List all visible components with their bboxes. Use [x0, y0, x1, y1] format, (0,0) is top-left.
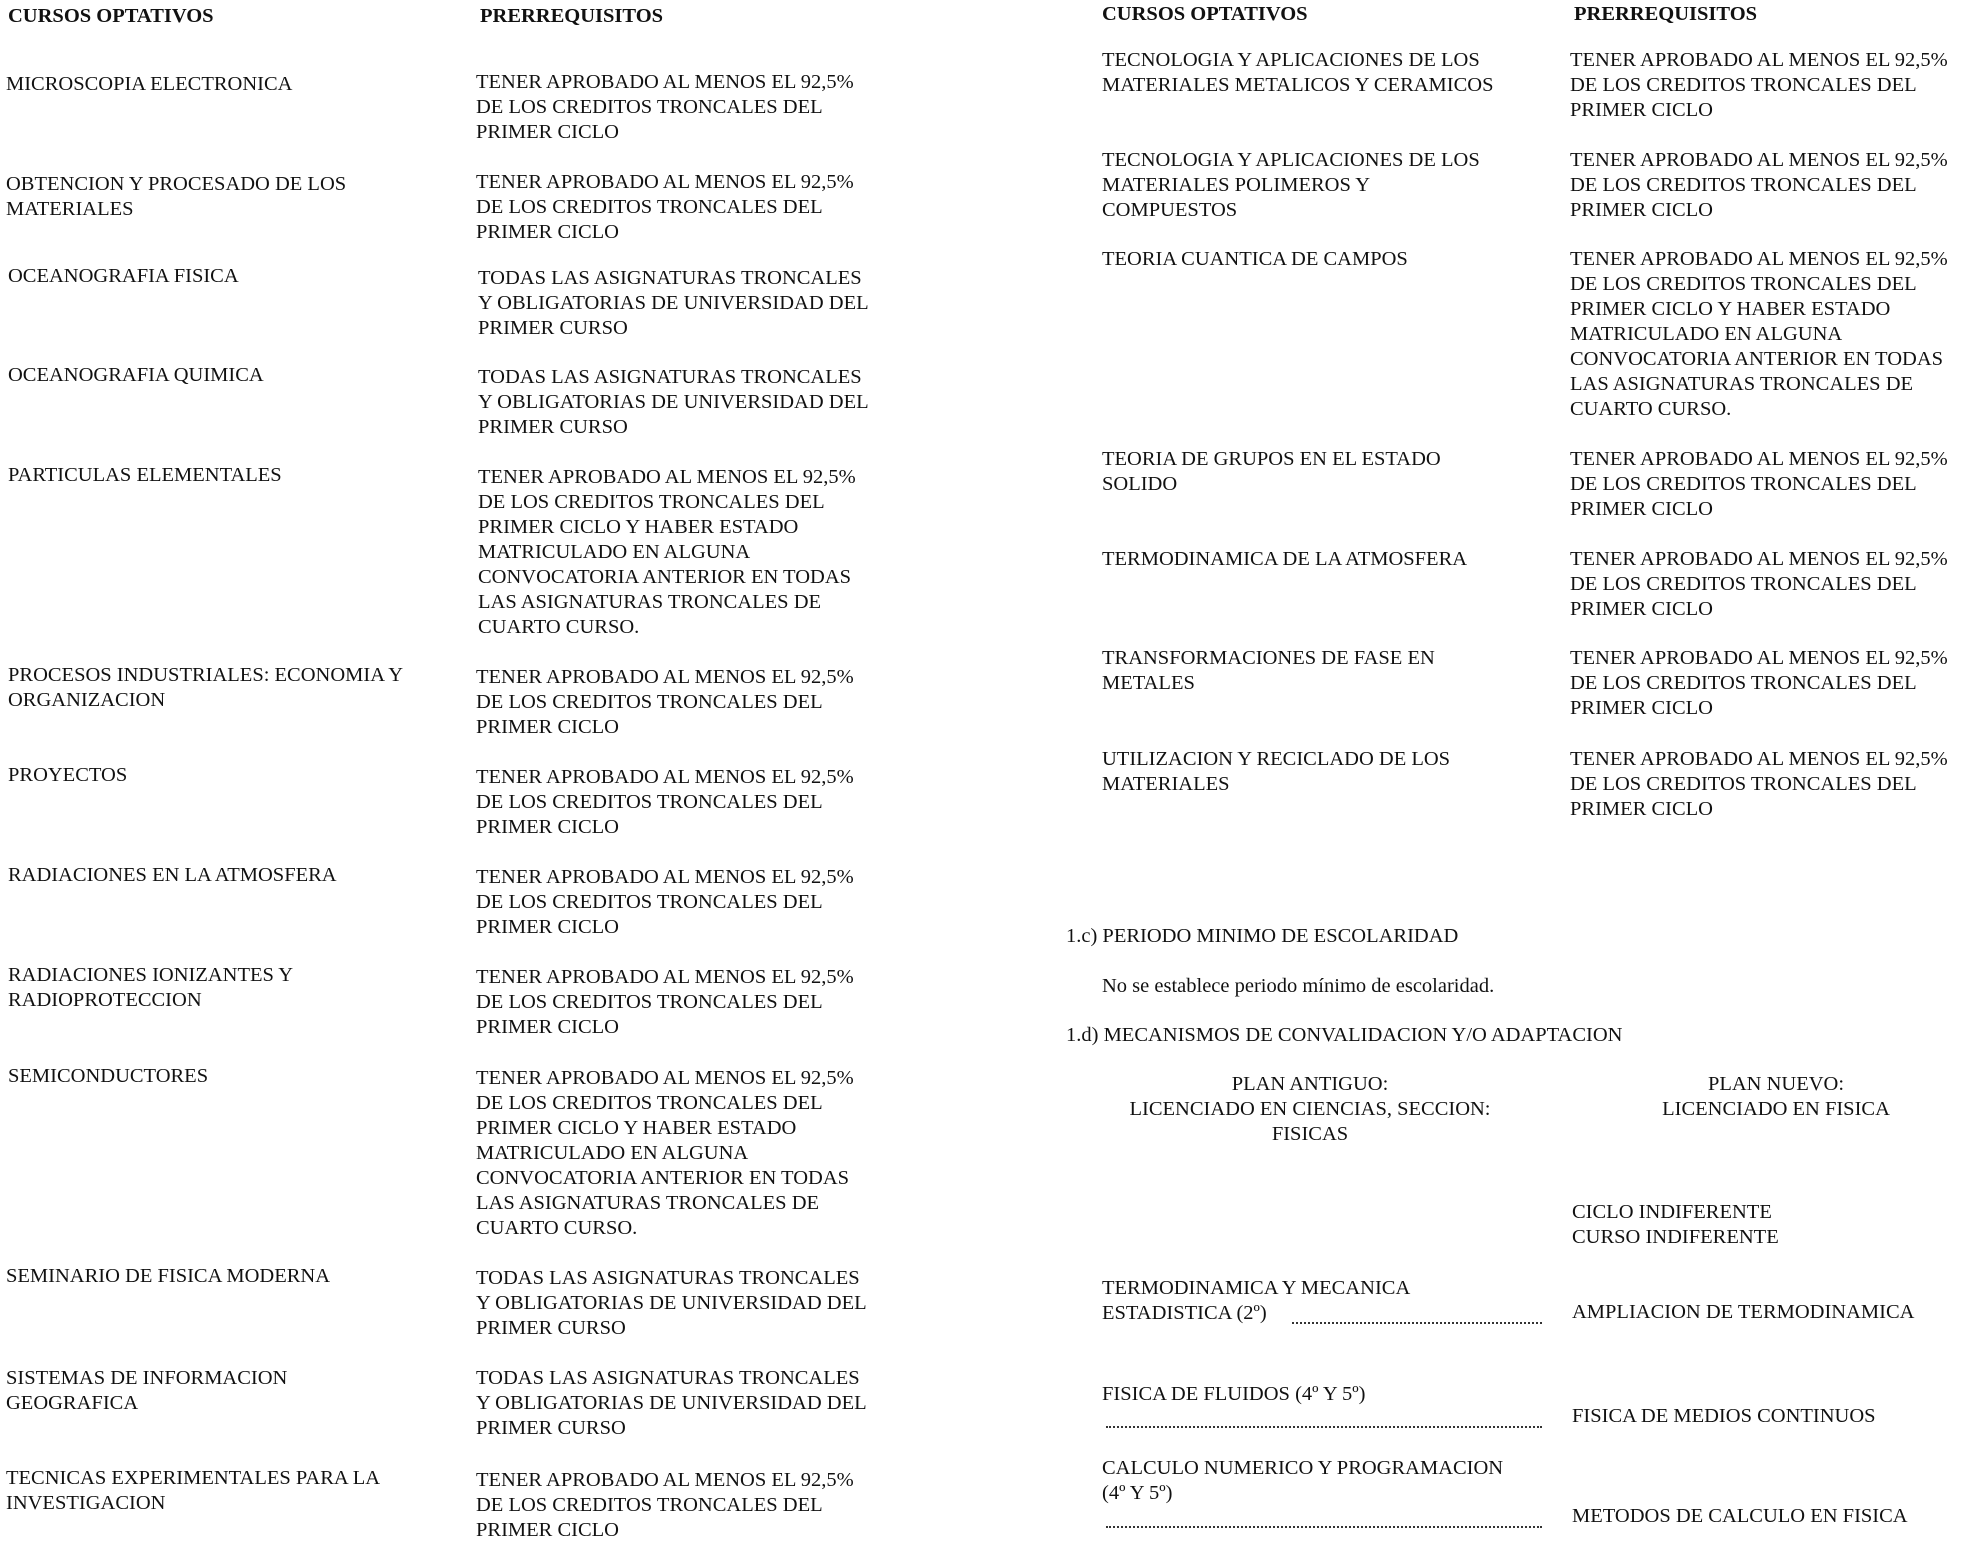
left-prereq-11: TODAS LAS ASIGNATURAS TRONCALES Y OBLIGATORIAS DE UNIVERSIDAD DEL PRIMER CURSO — [476, 1367, 867, 1439]
left-prereq-2: TODAS LAS ASIGNATURAS TRONCALES Y OBLIGATORIAS DE UNIVERSIDAD DEL PRIMER CURSO — [478, 267, 869, 339]
section-c-title: 1.c) PERIODO MINIMO DE ESCOLARIDAD — [1066, 925, 1459, 947]
right-prereq-4: TENER APROBADO AL MENOS EL 92,5% DE LOS CREDITOS TRONCALES DEL PRIMER CICLO — [1570, 548, 1948, 620]
right-prereq-1: TENER APROBADO AL MENOS EL 92,5% DE LOS CREDITOS TRONCALES DEL PRIMER CICLO — [1570, 149, 1948, 221]
left-prereq-3: TODAS LAS ASIGNATURAS TRONCALES Y OBLIGATORIAS DE UNIVERSIDAD DEL PRIMER CURSO — [478, 366, 869, 438]
right-prereq-6: TENER APROBADO AL MENOS EL 92,5% DE LOS CREDITOS TRONCALES DEL PRIMER CICLO — [1570, 748, 1948, 820]
equiv-old-1: FISICA DE FLUIDOS (4º Y 5º) — [1102, 1383, 1366, 1405]
section-d-title: 1.d) MECANISMOS DE CONVALIDACION Y/O ADAPTACION — [1066, 1024, 1623, 1046]
left-header-prereq: PRERREQUISITOS — [480, 5, 664, 27]
right-course-0: TECNOLOGIA Y APLICACIONES DE LOS MATERIALES METALICOS Y CERAMICOS — [1102, 49, 1494, 96]
left-course-3: OCEANOGRAFIA QUIMICA — [8, 364, 264, 386]
left-prereq-6: TENER APROBADO AL MENOS EL 92,5% DE LOS CREDITOS TRONCALES DEL PRIMER CICLO — [476, 766, 854, 838]
left-course-2: OCEANOGRAFIA FISICA — [8, 265, 239, 287]
left-course-10: SEMINARIO DE FISICA MODERNA — [6, 1265, 331, 1287]
left-course-5: PROCESOS INDUSTRIALES: ECONOMIA Y ORGANIZACION — [8, 664, 404, 711]
left-prereq-7: TENER APROBADO AL MENOS EL 92,5% DE LOS CREDITOS TRONCALES DEL PRIMER CICLO — [476, 866, 854, 938]
left-prereq-9: TENER APROBADO AL MENOS EL 92,5% DE LOS CREDITOS TRONCALES DEL PRIMER CICLO Y HABER ESTADO MATRICULADO EN ALGUNA CONVOCATORIA ANTERIOR EN TODAS LAS ASIGNATURAS TRONCALES DE CUARTO CURSO. — [476, 1067, 854, 1239]
right-course-1: TECNOLOGIA Y APLICACIONES DE LOS MATERIALES POLIMEROS Y COMPUESTOS — [1102, 149, 1480, 221]
left-course-12: TECNICAS EXPERIMENTALES PARA LA INVESTIGACION — [6, 1467, 381, 1514]
right-prereq-5: TENER APROBADO AL MENOS EL 92,5% DE LOS CREDITOS TRONCALES DEL PRIMER CICLO — [1570, 647, 1948, 719]
equiv-leader-1 — [1106, 1424, 1542, 1428]
left-course-6: PROYECTOS — [8, 764, 128, 786]
section-c-text: No se establece periodo mínimo de escolaridad. — [1102, 975, 1495, 997]
equiv-old-2: CALCULO NUMERICO Y PROGRAMACION (4º Y 5º) — [1102, 1457, 1504, 1504]
left-course-7: RADIACIONES EN LA ATMOSFERA — [8, 864, 337, 886]
right-prereq-2: TENER APROBADO AL MENOS EL 92,5% DE LOS CREDITOS TRONCALES DEL PRIMER CICLO Y HABER ESTADO MATRICULADO EN ALGUNA CONVOCATORIA ANTERIOR EN TODAS LAS ASIGNATURAS TRONCALES DE CUARTO CURSO. — [1570, 248, 1948, 420]
right-course-4: TERMODINAMICA DE LA ATMOSFERA — [1102, 548, 1468, 570]
right-course-6: UTILIZACION Y RECICLADO DE LOS MATERIALES — [1102, 748, 1451, 795]
left-header-course: CURSOS OPTATIVOS — [8, 5, 214, 27]
left-prereq-5: TENER APROBADO AL MENOS EL 92,5% DE LOS CREDITOS TRONCALES DEL PRIMER CICLO — [476, 666, 854, 738]
equiv-leader-0 — [1292, 1320, 1542, 1324]
new-plan-heading: PLAN NUEVO: LICENCIADO EN FISICA — [1662, 1073, 1890, 1120]
left-course-4: PARTICULAS ELEMENTALES — [8, 464, 282, 486]
left-prereq-10: TODAS LAS ASIGNATURAS TRONCALES Y OBLIGATORIAS DE UNIVERSIDAD DEL PRIMER CURSO — [476, 1267, 867, 1339]
right-header-prereq: PRERREQUISITOS — [1574, 3, 1758, 25]
equiv-new-2: METODOS DE CALCULO EN FISICA — [1572, 1505, 1908, 1527]
left-prereq-8: TENER APROBADO AL MENOS EL 92,5% DE LOS CREDITOS TRONCALES DEL PRIMER CICLO — [476, 966, 854, 1038]
right-course-2: TEORIA CUANTICA DE CAMPOS — [1102, 248, 1408, 270]
left-prereq-12: TENER APROBADO AL MENOS EL 92,5% DE LOS CREDITOS TRONCALES DEL PRIMER CICLO — [476, 1469, 854, 1541]
right-prereq-3: TENER APROBADO AL MENOS EL 92,5% DE LOS CREDITOS TRONCALES DEL PRIMER CICLO — [1570, 448, 1948, 520]
right-course-3: TEORIA DE GRUPOS EN EL ESTADO SOLIDO — [1102, 448, 1441, 495]
left-course-9: SEMICONDUCTORES — [8, 1065, 209, 1087]
equiv-old-0: TERMODINAMICA Y MECANICA ESTADISTICA (2º) — [1102, 1277, 1411, 1324]
equiv-new-1: FISICA DE MEDIOS CONTINUOS — [1572, 1405, 1876, 1427]
left-course-11: SISTEMAS DE INFORMACION GEOGRAFICA — [6, 1367, 288, 1414]
old-plan-heading: PLAN ANTIGUO: LICENCIADO EN CIENCIAS, SECCION: FISICAS — [1129, 1073, 1491, 1145]
left-course-8: RADIACIONES IONIZANTES Y RADIOPROTECCION — [8, 964, 294, 1011]
left-prereq-1: TENER APROBADO AL MENOS EL 92,5% DE LOS CREDITOS TRONCALES DEL PRIMER CICLO — [476, 171, 854, 243]
cycle-label: CICLO INDIFERENTE CURSO INDIFERENTE — [1572, 1201, 1779, 1248]
equiv-leader-2 — [1106, 1524, 1542, 1528]
left-prereq-4: TENER APROBADO AL MENOS EL 92,5% DE LOS CREDITOS TRONCALES DEL PRIMER CICLO Y HABER ESTADO MATRICULADO EN ALGUNA CONVOCATORIA ANTERIOR EN TODAS LAS ASIGNATURAS TRONCALES DE CUARTO CURSO. — [478, 466, 856, 638]
equiv-new-0: AMPLIACION DE TERMODINAMICA — [1572, 1301, 1915, 1323]
left-course-0: MICROSCOPIA ELECTRONICA — [6, 73, 293, 95]
left-course-1: OBTENCION Y PROCESADO DE LOS MATERIALES — [6, 173, 347, 220]
left-prereq-0: TENER APROBADO AL MENOS EL 92,5% DE LOS CREDITOS TRONCALES DEL PRIMER CICLO — [476, 71, 854, 143]
right-prereq-0: TENER APROBADO AL MENOS EL 92,5% DE LOS CREDITOS TRONCALES DEL PRIMER CICLO — [1570, 49, 1948, 121]
right-course-5: TRANSFORMACIONES DE FASE EN METALES — [1102, 647, 1435, 694]
right-header-course: CURSOS OPTATIVOS — [1102, 3, 1308, 25]
